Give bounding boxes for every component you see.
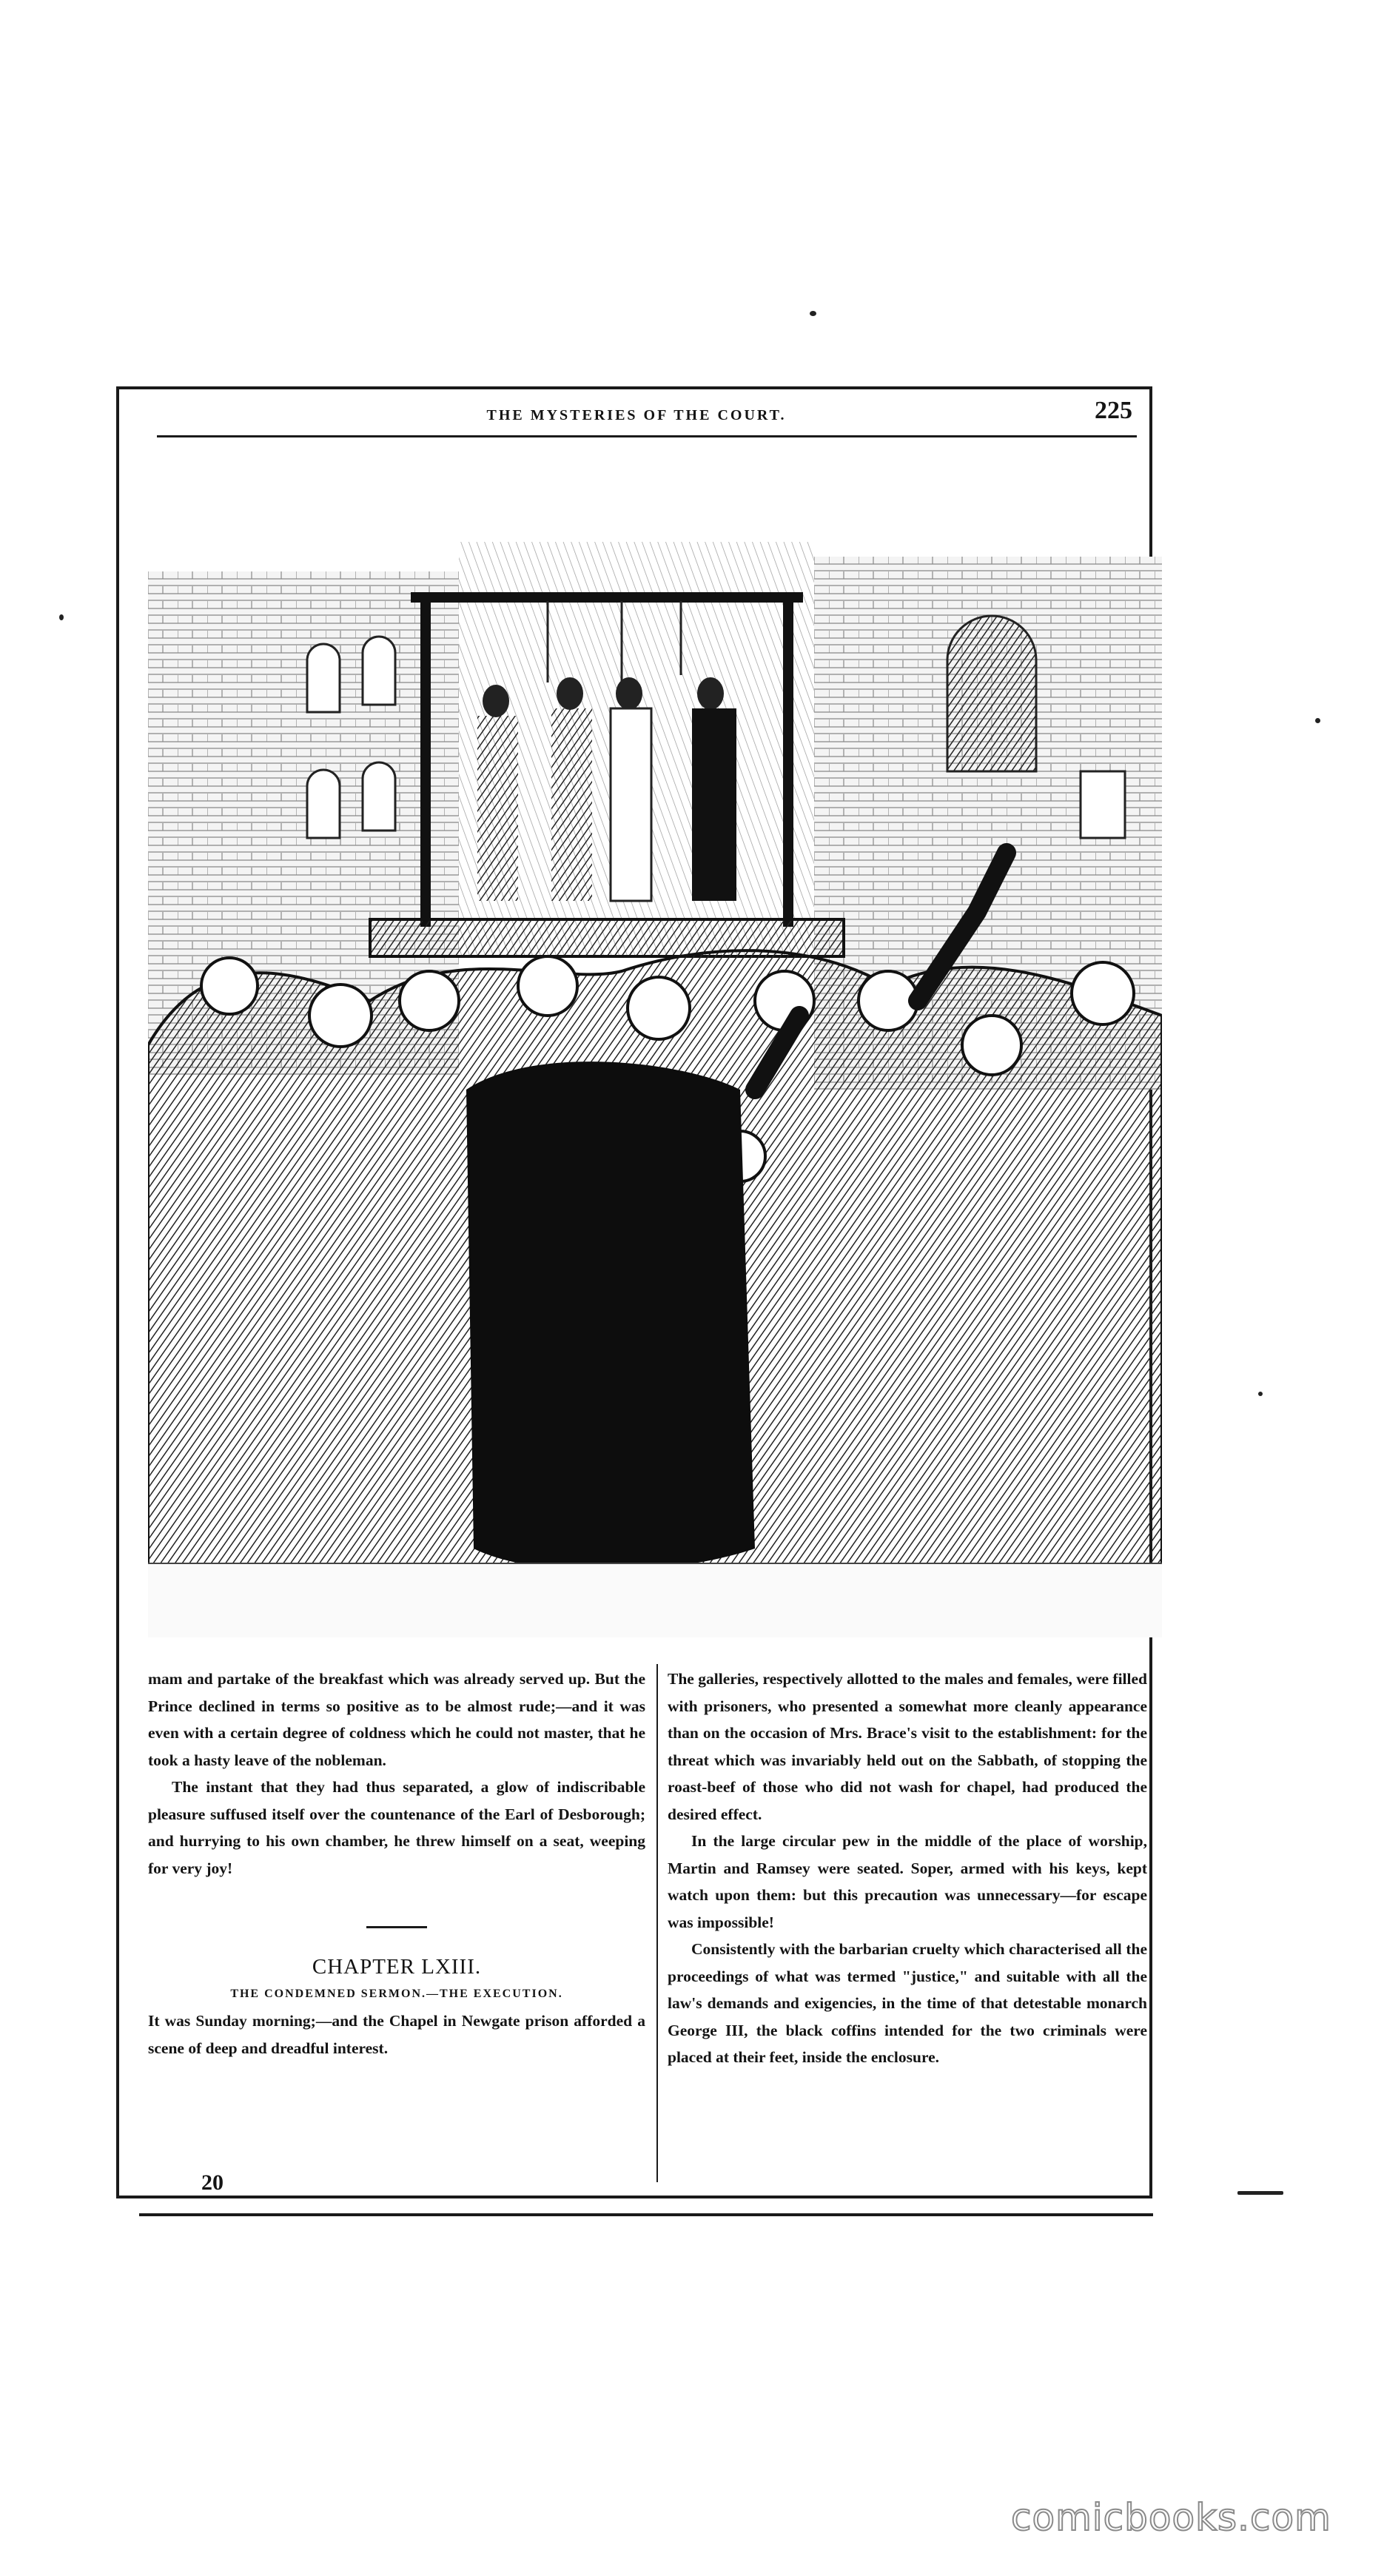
chapter-title: CHAPTER LXIII. [312, 1955, 482, 1979]
foreground-shadow [466, 1061, 755, 1571]
watermark-logo: comicbooks.com [1011, 2496, 1331, 2539]
scan-speck [1237, 2191, 1283, 2195]
running-title: THE MYSTERIES OF THE COURT. [486, 407, 787, 423]
scan-speck [1315, 718, 1320, 723]
paragraph: mam and partake of the breakfast which was already served up. But the Prince declined in terms so positive as to be almost rude;—and it was even with a certain degree of coldness which he could not master, that he took a hasty leave of the nobleman. [148, 1670, 645, 1769]
chapter-subtitle: THE CONDEMNED SERMON.—THE EXECUTION. [230, 1987, 563, 2000]
engraving-svg [148, 527, 1162, 1637]
page-number: 225 [1095, 397, 1132, 424]
paragraph: In the large circular pew in the middle of the place of worship, Martin and Ramsey were seated. Soper, armed with his keys, kept watch upon them: but this precaution was unnecessary—for escape was impossible! [668, 1832, 1147, 1931]
ground [148, 1563, 1162, 1637]
execution-engraving [148, 527, 1162, 1637]
paragraph: The galleries, respectively allotted to the males and females, were filled with prisoners, who presented a somewhat more cleanly appearance than on the occasion of Mrs. Brace's visit to the establishment: for the threat which was invariably held out on the Sabbath, of stopping the roast-beef of those who did not wash for chapel, had produced the desired effect. [668, 1670, 1147, 1823]
signature-mark: 20 [201, 2170, 224, 2195]
paragraph: It was Sunday morning;—and the Chapel in Newgate prison afforded a scene of deep and dreadful interest. [148, 2012, 645, 2057]
scan-speck [1258, 1392, 1263, 1396]
text-column-left [148, 1666, 645, 2062]
paragraph: Consistently with the barbarian cruelty which characterised all the proceedings of what was termed "justice," and suitable with all the law's demands and exigencies, in the time of that detestable monarch George III, the black coffins intended for the two criminals were placed at their feet, inside the enclosure. [668, 1940, 1147, 2066]
scan-speck [59, 614, 64, 620]
scan-speck [810, 311, 816, 316]
paragraph: The instant that they had thus separated, a glow of indiscribable pleasure suffused itself over the countenance of the Earl of Desborough; and hurrying to his own chamber, he threw himself on a seat, weeping for very joy! [148, 1778, 645, 1877]
chapter-separator [366, 1926, 427, 1928]
text-column-right [668, 1666, 1147, 2071]
column-divider [656, 1664, 658, 2182]
bottom-rule [139, 2213, 1153, 2216]
header-rule [157, 435, 1137, 437]
